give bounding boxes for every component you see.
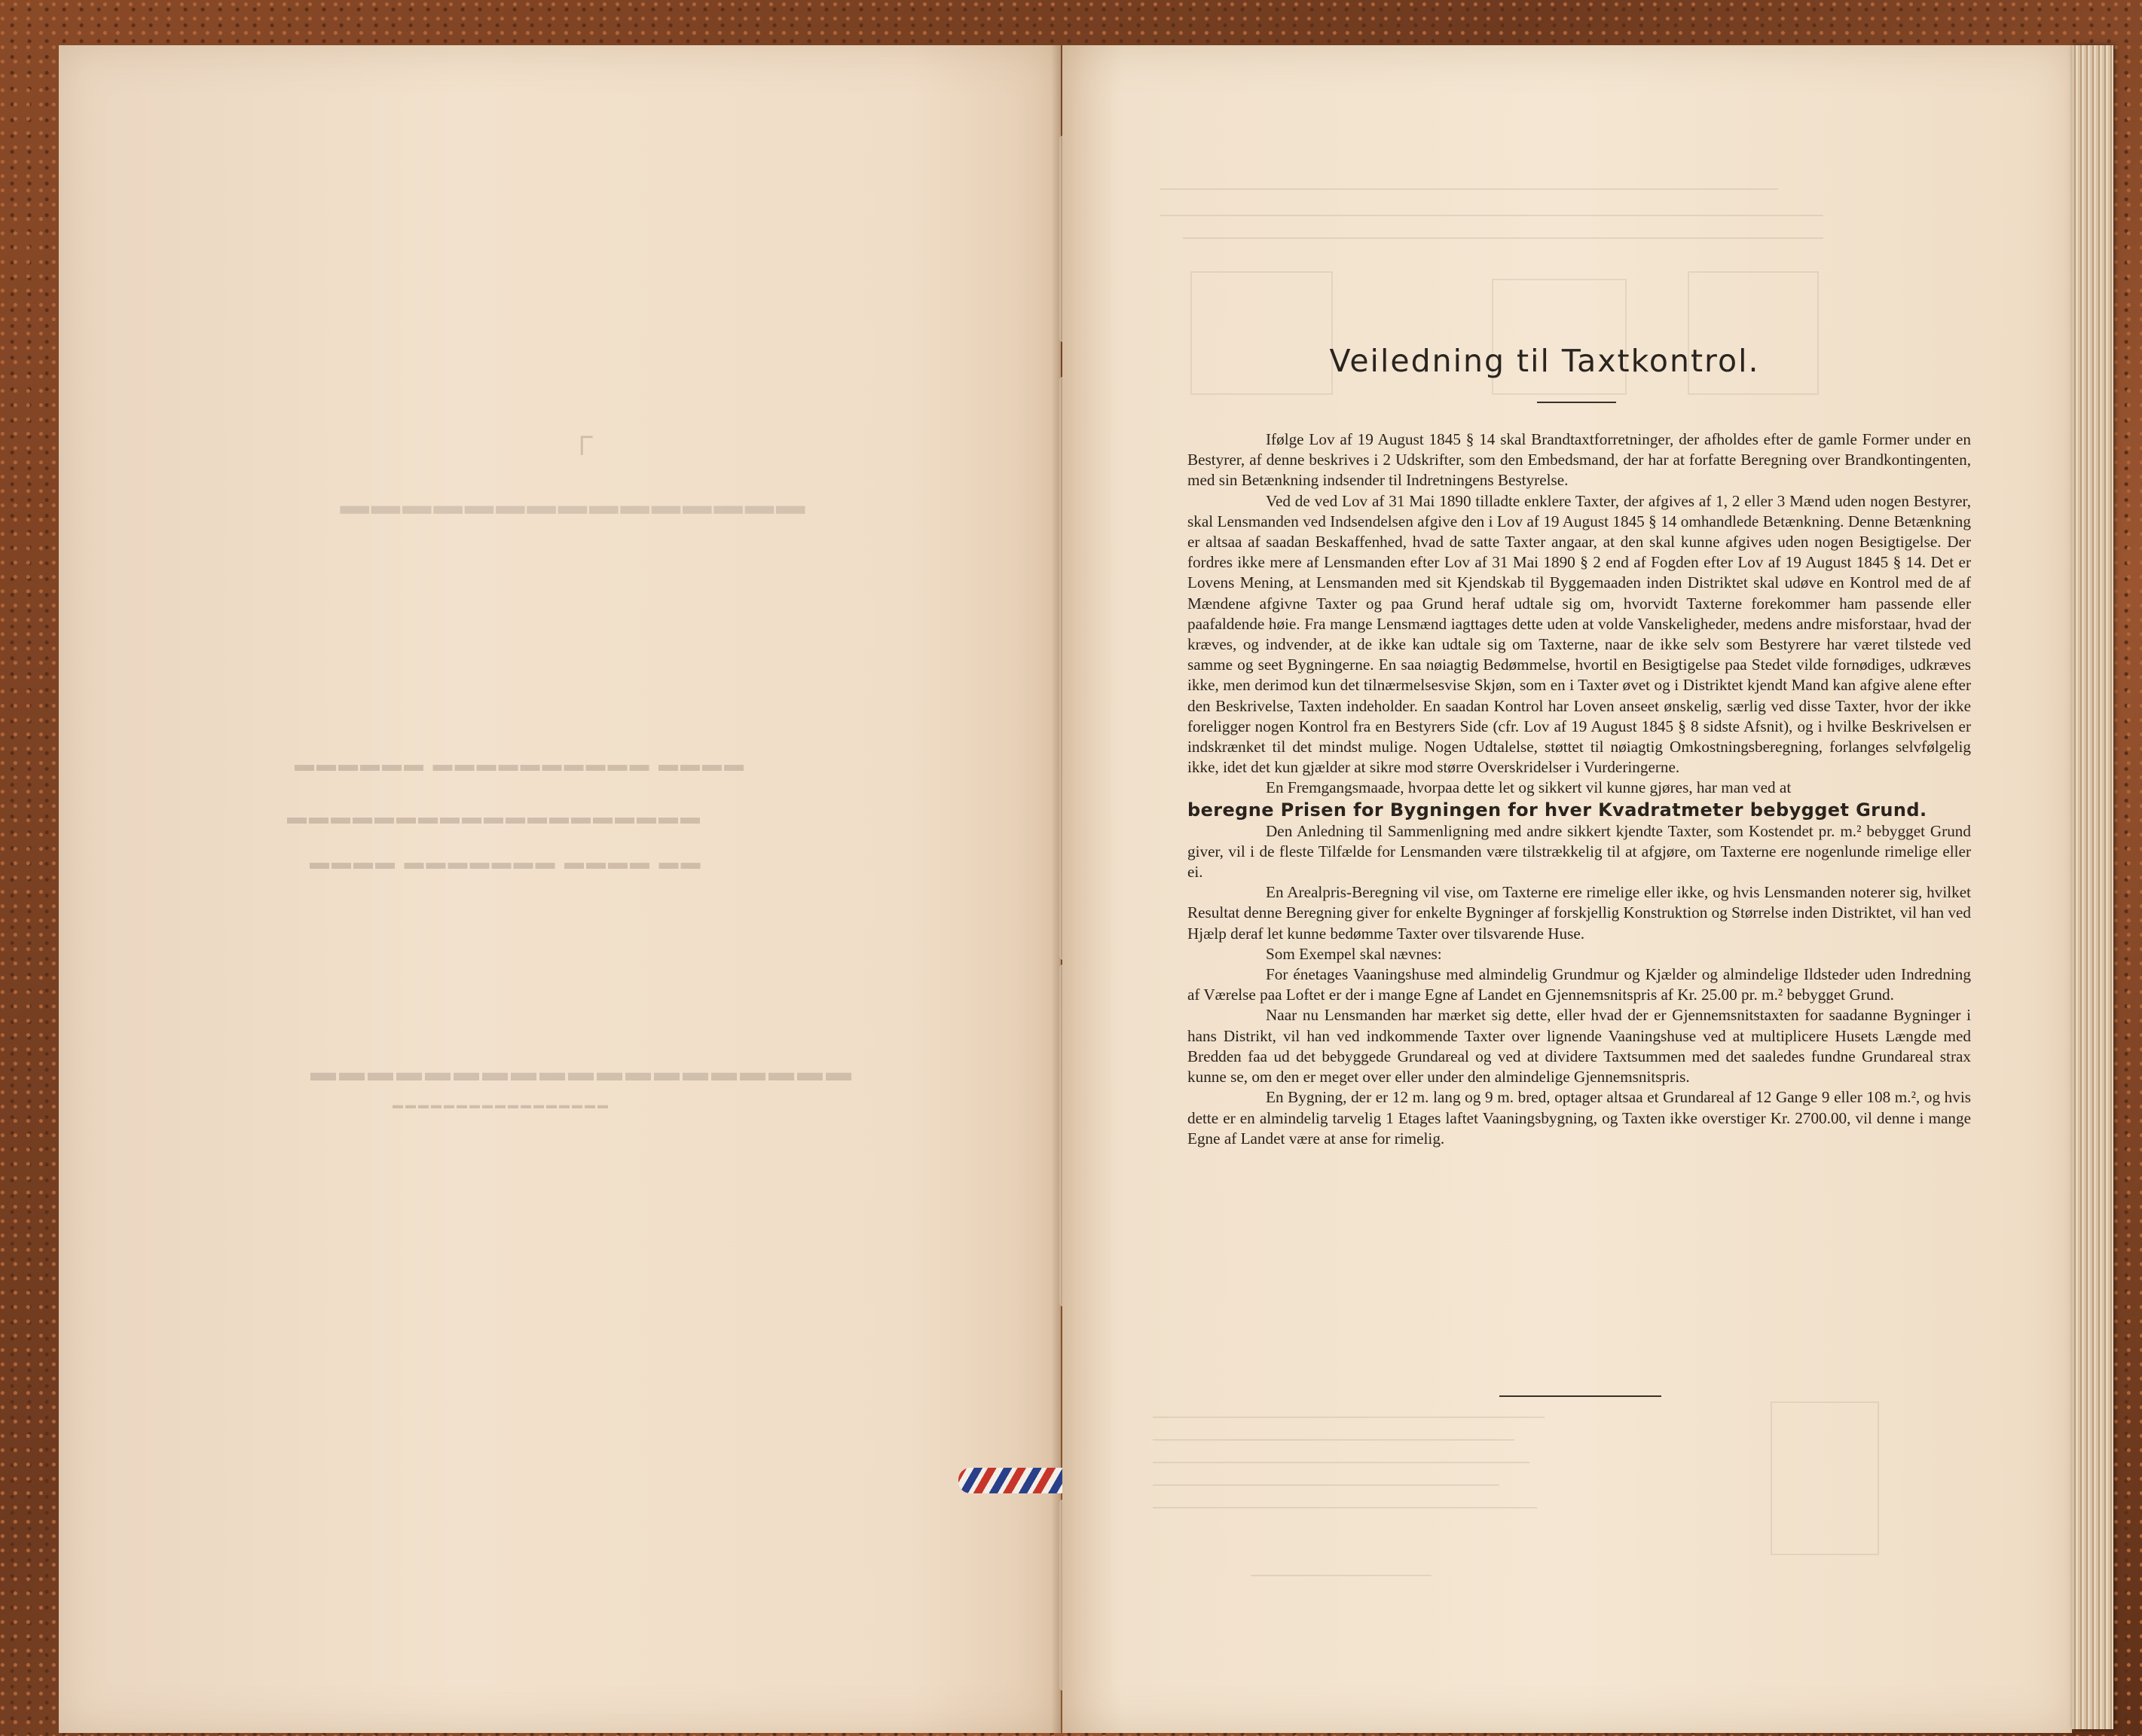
bleed-through-line <box>1153 1462 1529 1463</box>
emphasized-rule: beregne Prisen for Bygningen for hver Kvadratmeter bebygget Grund. <box>1187 799 1927 821</box>
paragraph: Ved de ved Lov af 31 Mai 1890 tilladte enklere Taxter, der afgives af 1, 2 eller 3 Mænd uden nogen Bestyrer, skal Lensmanden ved Indsendelsen afgive den i Lov af 19 August 1845 § 14 omhandlede Betænkning. Denne Betænkning er altsaa af saadan Beskaffenhed, hvad de satte Taxter angaar, at den skal kunne afgives uden nogen Besigtigelse. Der fordres ikke mere af Lensmanden efter Lov af 31 Mai 1890 § 2 end af Fogden efter Lov af 19 August 1845 § 14. Det er Lovens Mening, at Lensmanden med sit Kjendskab til Byggemaaden inden Distriktet skal udøve en Kontrol med de af Mændene afgivne Taxter og paa Grund heraf udtale sig om, hvorvidt Taxterne forekommer ham passende eller paafaldende høie. Fra mange Lensmænd iagttages dette uden at volde Vanskeligheder, medens andre misforstaar, hvad der kræves, og indvender, at de ikke kan udtale sig om Taxterne, naar de ikke selv som Bestyrere har været tilstede ved samme og seet Bygningerne. En saa nøiagtig Bedømmelse, hvortil en Besigtigelse paa Stedet vilde fornødiges, udkræves ikke, men derimod kun det tilnærmelsesvise Skjøn, som en i Taxter øvet og i Distriktet kjendt Mand kan afgive alene efter den Beskrivelse, Taxten indeholder. En saadan Kontrol har Loven anseet ønskelig, særlig ved disse Taxter, hvor der ikke foreligger nogen Kontrol fra en Bestyrers Side (cfr. Lov af 19 August 1845 § 8 sidste Afsnit), og i hvilke Beskrivelsen er indskrænket til det mindst mulige. Nogen Udtalelse, støttet til nøiagtig Omkostningsberegning, forlanges selvfølgelig ikke, idet det kun gjælder at sikre mod større Overskridelser i Vurderingerne. <box>1187 491 1971 777</box>
bleed-through-line <box>1160 188 1778 190</box>
page-title: Veiledning til Taxtkontrol. <box>1329 343 1760 379</box>
bleed-through-heading: ━━━━━━━━━━━━━━━ <box>338 485 805 536</box>
bleed-through-line <box>1160 215 1823 216</box>
paragraph: En Fremgangsmaade, hvorpaa dette let og sikkert vil kunne gjøres, har man ved at <box>1266 778 1792 797</box>
bleed-through-line <box>1153 1484 1499 1486</box>
bleed-through-line <box>1183 237 1823 239</box>
bleed-through-line: ▬▬ ▬▬▬▬ ▬▬▬▬▬▬▬ ▬▬▬▬ <box>307 851 701 873</box>
paragraph: En Arealpris-Beregning vil vise, om Taxterne ere rimelige eller ikke, og hvis Lensmanden noterer sig, hvilket Resultat denne Beregning giver for enkelte Bygninger af forskjellig Konstruktion og Størrelse inden Distriktet, vil han ved Hjælp deraf let kunne bedømme Taxter over tilsvarende Huse. <box>1187 883 1971 943</box>
bleed-through-figure <box>1771 1401 1879 1555</box>
bleed-through-line: ▬▬▬▬▬▬▬▬▬▬▬▬▬▬▬▬▬▬▬ <box>285 806 700 828</box>
paragraph: Ifølge Lov af 19 August 1845 § 14 skal Brandtaxtforretninger, der afholdes efter de gamle Former under en Bestyrer, af denne beskrives i 2 Udskrifter, som den Embedsmand, der har at forfatte Beregning over Brandkontingenten, med sin Betænkning indsender til Indretningens Bestyrelse. <box>1187 430 1971 490</box>
page-edges <box>2072 45 2113 1729</box>
bleed-through-line: ▬▬▬▬▬▬▬▬▬▬▬▬▬▬▬▬▬▬▬ <box>307 1059 851 1087</box>
left-page <box>59 45 1061 1733</box>
instruction-text <box>1187 429 1971 1149</box>
title-divider <box>1537 402 1616 403</box>
bleed-through-mark: ┐ <box>571 419 593 453</box>
bleed-through-line <box>1153 1507 1537 1508</box>
bleed-through-line: ▬▬▬▬ ▬▬▬▬▬▬▬▬▬▬ ▬▬▬▬▬▬ <box>292 753 744 775</box>
paragraph: For énetages Vaaningshuse med almindelig Grundmur og Kjælder og almindelige Ildsteder uden Indredning af Værelse paa Loftet er der i mange Egne af Landet en Gjennemsnitspris af Kr. 25.00 pr. m.² bebygget Grund. <box>1187 965 1971 1004</box>
bleed-through-line: ▬▬▬▬▬▬▬▬▬▬▬▬▬▬▬▬▬ <box>390 1100 608 1111</box>
paragraph: Naar nu Lensmanden har mærket sig dette, eller hvad der er Gjennemsnitstaxten for saadanne Bygninger i hans Distrikt, vil han ved indkommende Taxter over lignende Vaaningshuse ved at multiplicere Husets Længde med Bredden faa ud det bebyggede Grundareal og ved at dividere Taxtsummen med det saaledes fundne Grundareal strax kunne se, om den er meget over eller under den almindelige Gjennemsnitspris. <box>1187 1006 1971 1087</box>
paragraph: Den Anledning til Sammenligning med andre sikkert kjendte Taxter, som Kostendet pr. m.² bebygget Grund giver, vil i de fleste Tilfælde for Lensmanden være tilstrækkelig til at afgjøre, om Taxterne ere nogenlunde rimelige eller ei. <box>1187 821 1971 882</box>
bleed-through-line <box>1153 1439 1514 1441</box>
end-divider <box>1499 1395 1661 1397</box>
bleed-through-line <box>1153 1417 1545 1418</box>
paragraph: En Bygning, der er 12 m. lang og 9 m. bred, optager altsaa et Grundareal af 12 Gange 9 eller 108 m.², og hvis dette er en almindelig tarvelig 1 Etages laftet Vaaningsbygning, og Taxten ikke overstiger Kr. 2700.00, vil denne i mange Egne af Landet være at anse for rimelig. <box>1187 1088 1971 1148</box>
bleed-through-line <box>1251 1575 1432 1576</box>
paragraph: Som Exempel skal nævnes: <box>1266 944 1442 963</box>
